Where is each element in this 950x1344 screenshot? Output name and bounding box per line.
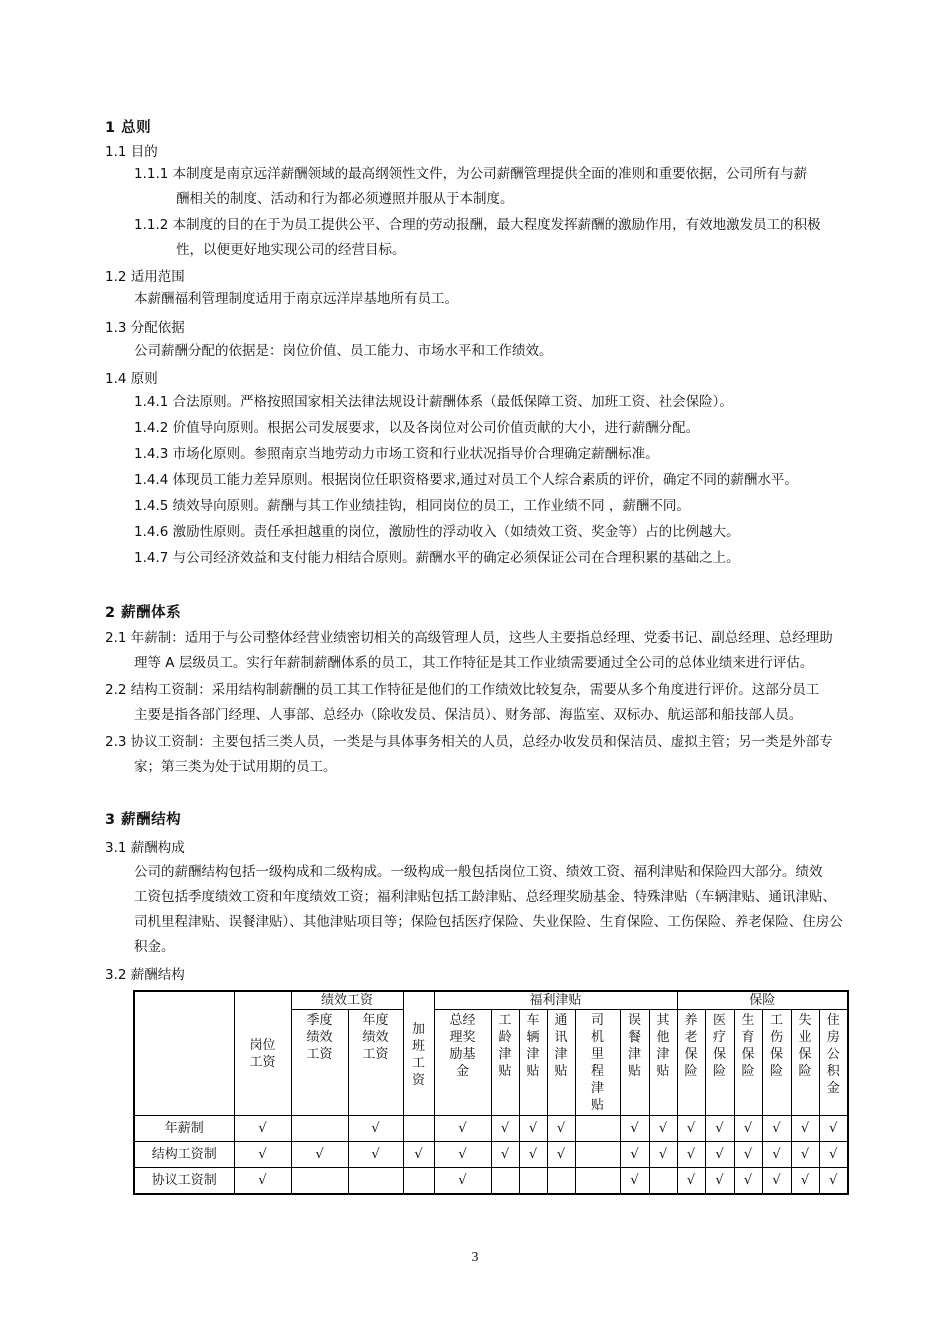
empty-cell bbox=[649, 1168, 677, 1194]
col-tongxun-label: 通讯津贴 bbox=[554, 1013, 568, 1079]
item-1-4-4-text: 1.4.4 体现员工能力差异原则。根据岗位任职资格要求,通过对员工个人综合素质的评价，确定不同的薪酬水平。 bbox=[134, 472, 798, 488]
para-2-2-line1: 2.2 结构工资制：采用结构制薪酬的员工其工作特征是他们的工作绩效比较复杂，需要从多个角度进行评价。这部分员工 bbox=[105, 682, 820, 698]
check-mark: √ bbox=[547, 1116, 575, 1142]
col-niandu bbox=[348, 1010, 403, 1116]
check-mark: √ bbox=[519, 1142, 547, 1168]
check-mark: √ bbox=[234, 1116, 291, 1142]
row-label: 年薪制 bbox=[134, 1116, 234, 1142]
para-2-3-line2: 家；第三类为处于试用期的员工。 bbox=[134, 759, 337, 775]
check-mark: √ bbox=[620, 1168, 649, 1194]
check-mark: √ bbox=[620, 1116, 649, 1142]
col-yanglao bbox=[677, 1010, 705, 1116]
check-mark: √ bbox=[348, 1142, 403, 1168]
check-mark: √ bbox=[434, 1116, 491, 1142]
check-mark: √ bbox=[649, 1116, 677, 1142]
para-1-2: 本薪酬福利管理制度适用于南京远洋岸基地所有员工。 bbox=[134, 291, 458, 307]
check-mark: √ bbox=[705, 1168, 734, 1194]
col-cheliang bbox=[519, 1010, 547, 1116]
col-qita bbox=[649, 1010, 677, 1116]
check-mark: √ bbox=[791, 1168, 819, 1194]
item-1-1-1-line1: 1.1.1 本制度是南京远洋薪酬领域的最高纲领性文件，为公司薪酬管理提供全面的准则和重要依据，公司所有与薪 bbox=[134, 166, 808, 182]
check-mark: √ bbox=[291, 1142, 348, 1168]
table-row bbox=[134, 1116, 848, 1142]
col-zongjingli bbox=[434, 1010, 491, 1116]
col-wucan-label: 误餐津贴 bbox=[627, 1013, 641, 1079]
check-mark: √ bbox=[762, 1168, 791, 1194]
col-zhufang bbox=[819, 1010, 848, 1116]
col-shiye-label: 失业保险 bbox=[798, 1013, 812, 1079]
item-1-4-5-text: 1.4.5 绩效导向原则。薪酬与其工作业绩挂钩，相同岗位的员工，工作业绩不同 ，薪酬不同。 bbox=[134, 498, 690, 514]
check-mark: √ bbox=[434, 1168, 491, 1194]
check-mark: √ bbox=[791, 1142, 819, 1168]
row-label: 结构工资制 bbox=[134, 1142, 234, 1168]
para-1-3: 公司薪酬分配的依据是：岗位价值、员工能力、市场水平和工作绩效。 bbox=[134, 343, 553, 359]
col-shengyu bbox=[734, 1010, 762, 1116]
corner-cell bbox=[134, 991, 234, 1116]
check-mark: √ bbox=[434, 1142, 491, 1168]
check-mark: √ bbox=[491, 1142, 519, 1168]
table-header-group-row bbox=[134, 991, 848, 1010]
empty-cell bbox=[519, 1168, 547, 1194]
section-1-title: 1 总则 bbox=[105, 120, 152, 136]
check-mark: √ bbox=[762, 1142, 791, 1168]
check-mark: √ bbox=[519, 1116, 547, 1142]
empty-cell bbox=[291, 1116, 348, 1142]
empty-cell bbox=[403, 1116, 434, 1142]
item-1-4-6-text: 1.4.6 激励性原则。责任承担越重的岗位，激励性的浮动收入（如绩效工资、奖金等）占的比例越大。 bbox=[134, 524, 740, 540]
col-gongshang-label: 工伤保险 bbox=[769, 1013, 783, 1079]
item-1-4-5 bbox=[134, 494, 846, 519]
col-shengyu-label: 生育保险 bbox=[741, 1013, 755, 1079]
check-mark: √ bbox=[403, 1142, 434, 1168]
para-2-2-line2: 主要是指各部门经理、人事部、总经办（除收发员、保洁员）、财务部、海监室、双标办、航运部和船技部人员。 bbox=[134, 707, 803, 723]
check-mark: √ bbox=[491, 1116, 519, 1142]
group-jixiao: 绩效工资 bbox=[291, 991, 403, 1010]
check-mark: √ bbox=[234, 1142, 291, 1168]
col-gangwei bbox=[234, 991, 291, 1116]
row-label: 协议工资制 bbox=[134, 1168, 234, 1194]
col-wucan bbox=[620, 1010, 649, 1116]
col-shiye bbox=[791, 1010, 819, 1116]
check-mark: √ bbox=[705, 1142, 734, 1168]
check-mark: √ bbox=[734, 1142, 762, 1168]
para-2-1-line2: 理等 A 层级员工。实行年薪制薪酬体系的员工，其工作特征是其工作业绩需要通过全公司的总体业绩来进行评估。 bbox=[134, 655, 814, 671]
col-yiliao-label: 医疗保险 bbox=[712, 1013, 726, 1079]
check-mark: √ bbox=[791, 1116, 819, 1142]
empty-cell bbox=[575, 1168, 620, 1194]
check-mark: √ bbox=[620, 1142, 649, 1168]
para-2-2 bbox=[105, 678, 847, 728]
para-2-3 bbox=[105, 730, 847, 780]
item-1-1-2-line2: 性，以便更好地实现公司的经营目标。 bbox=[176, 242, 406, 258]
empty-cell bbox=[575, 1142, 620, 1168]
para-3-1-line3: 司机里程津贴、误餐津贴）、其他津贴项目等；保险包括医疗保险、失业保险、生育保险、工伤保险、养老保险、住房公 bbox=[134, 914, 843, 930]
col-jiaban bbox=[403, 991, 434, 1116]
heading-3-1: 3.1 薪酬构成 bbox=[105, 840, 185, 856]
empty-cell bbox=[348, 1168, 403, 1194]
check-mark: √ bbox=[677, 1142, 705, 1168]
item-1-4-6 bbox=[134, 520, 846, 545]
col-yanglao-label: 养老保险 bbox=[684, 1013, 698, 1079]
empty-cell bbox=[547, 1168, 575, 1194]
para-2-3-line1: 2.3 协议工资制：主要包括三类人员，一类是与具体事务相关的人员，总经办收发员和保洁员、虚拟主管；另一类是外部专 bbox=[105, 734, 833, 750]
col-cheliang-label: 车辆津贴 bbox=[526, 1013, 540, 1079]
para-2-1 bbox=[105, 626, 847, 676]
empty-cell bbox=[291, 1168, 348, 1194]
check-mark: √ bbox=[819, 1168, 848, 1194]
table-row bbox=[134, 1142, 848, 1168]
item-1-1-2-line1: 1.1.2 本制度的目的在于为员工提供公平、合理的劳动报酬，最大程度发挥薪酬的激励作用，有效地激发员工的积极 bbox=[134, 217, 821, 233]
col-siji-label: 司机里程津贴 bbox=[590, 1013, 604, 1113]
check-mark: √ bbox=[734, 1116, 762, 1142]
col-gongling-label: 工龄津贴 bbox=[498, 1013, 512, 1079]
item-1-4-4 bbox=[134, 468, 846, 493]
empty-cell bbox=[491, 1168, 519, 1194]
para-3-1-line4: 积金。 bbox=[134, 939, 175, 955]
item-1-4-2-text: 1.4.2 价值导向原则。根据公司发展要求，以及各岗位对公司价值贡献的大小，进行薪酬分配。 bbox=[134, 420, 700, 436]
section-2-title: 2 薪酬体系 bbox=[105, 605, 182, 621]
col-jidu-label: 季度绩效工资 bbox=[306, 1013, 333, 1062]
heading-1-4: 1.4 原则 bbox=[105, 371, 158, 387]
empty-cell bbox=[403, 1168, 434, 1194]
col-tongxun bbox=[547, 1010, 575, 1116]
empty-cell bbox=[575, 1116, 620, 1142]
check-mark: √ bbox=[348, 1116, 403, 1142]
heading-1-1: 1.1 目的 bbox=[105, 144, 158, 160]
col-gangwei-label: 岗位工资 bbox=[249, 1037, 276, 1070]
check-mark: √ bbox=[819, 1142, 848, 1168]
col-siji bbox=[575, 1010, 620, 1116]
col-yiliao bbox=[705, 1010, 734, 1116]
item-1-1-2 bbox=[134, 213, 846, 263]
salary-structure-table bbox=[133, 990, 849, 1195]
heading-1-2: 1.2 适用范围 bbox=[105, 269, 185, 285]
heading-3-2: 3.2 薪酬结构 bbox=[105, 967, 185, 983]
item-1-4-7 bbox=[134, 546, 846, 571]
para-3-1 bbox=[134, 860, 846, 960]
check-mark: √ bbox=[234, 1168, 291, 1194]
check-mark: √ bbox=[649, 1142, 677, 1168]
heading-1-3: 1.3 分配依据 bbox=[105, 320, 185, 336]
para-2-1-line1: 2.1 年薪制：适用于与公司整体经营业绩密切相关的高级管理人员，这些人主要指总经理、党委书记、副总经理、总经理助 bbox=[105, 630, 833, 646]
item-1-4-2 bbox=[134, 416, 846, 441]
group-baoxian: 保险 bbox=[677, 991, 848, 1010]
item-1-4-7-text: 1.4.7 与公司经济效益和支付能力相结合原则。薪酬水平的确定必须保证公司在合理积累的基础之上。 bbox=[134, 550, 740, 566]
check-mark: √ bbox=[677, 1116, 705, 1142]
col-qita-label: 其他津贴 bbox=[656, 1013, 670, 1079]
col-niandu-label: 年度绩效工资 bbox=[362, 1013, 389, 1062]
check-mark: √ bbox=[762, 1116, 791, 1142]
check-mark: √ bbox=[547, 1142, 575, 1168]
para-3-1-line2: 工资包括季度绩效工资和年度绩效工资；福利津贴包括工龄津贴、总经理奖励基金、特殊津贴（车辆津贴、通讯津贴、 bbox=[134, 889, 836, 905]
page-number: 3 bbox=[471, 1250, 479, 1265]
col-gongshang bbox=[762, 1010, 791, 1116]
item-1-4-1-text: 1.4.1 合法原则。严格按照国家相关法律法规设计薪酬体系（最低保障工资、加班工资、社会保险）。 bbox=[134, 394, 733, 410]
col-zongjingli-label: 总经理奖励基金 bbox=[449, 1013, 476, 1079]
section-3-title: 3 薪酬结构 bbox=[105, 812, 182, 828]
group-fuli: 福利津贴 bbox=[434, 991, 677, 1010]
check-mark: √ bbox=[705, 1116, 734, 1142]
check-mark: √ bbox=[819, 1116, 848, 1142]
para-3-1-line1: 公司的薪酬结构包括一级构成和二级构成。一级构成一般包括岗位工资、绩效工资、福利津贴和保险四大部分。绩效 bbox=[134, 864, 823, 880]
col-zhufang-label: 住房公积金 bbox=[826, 1013, 840, 1096]
item-1-4-3 bbox=[134, 442, 846, 467]
item-1-1-1 bbox=[134, 162, 846, 212]
col-jiaban-label: 加班工资 bbox=[411, 1021, 425, 1088]
table-row bbox=[134, 1168, 848, 1194]
col-jidu bbox=[291, 1010, 348, 1116]
item-1-1-1-line2: 酬相关的制度、活动和行为都必须遵照并服从于本制度。 bbox=[176, 191, 514, 207]
check-mark: √ bbox=[734, 1168, 762, 1194]
col-gongling bbox=[491, 1010, 519, 1116]
item-1-4-1 bbox=[134, 390, 846, 415]
check-mark: √ bbox=[677, 1168, 705, 1194]
item-1-4-3-text: 1.4.3 市场化原则。参照南京当地劳动力市场工资和行业状况指导价合理确定薪酬标准。 bbox=[134, 446, 659, 462]
